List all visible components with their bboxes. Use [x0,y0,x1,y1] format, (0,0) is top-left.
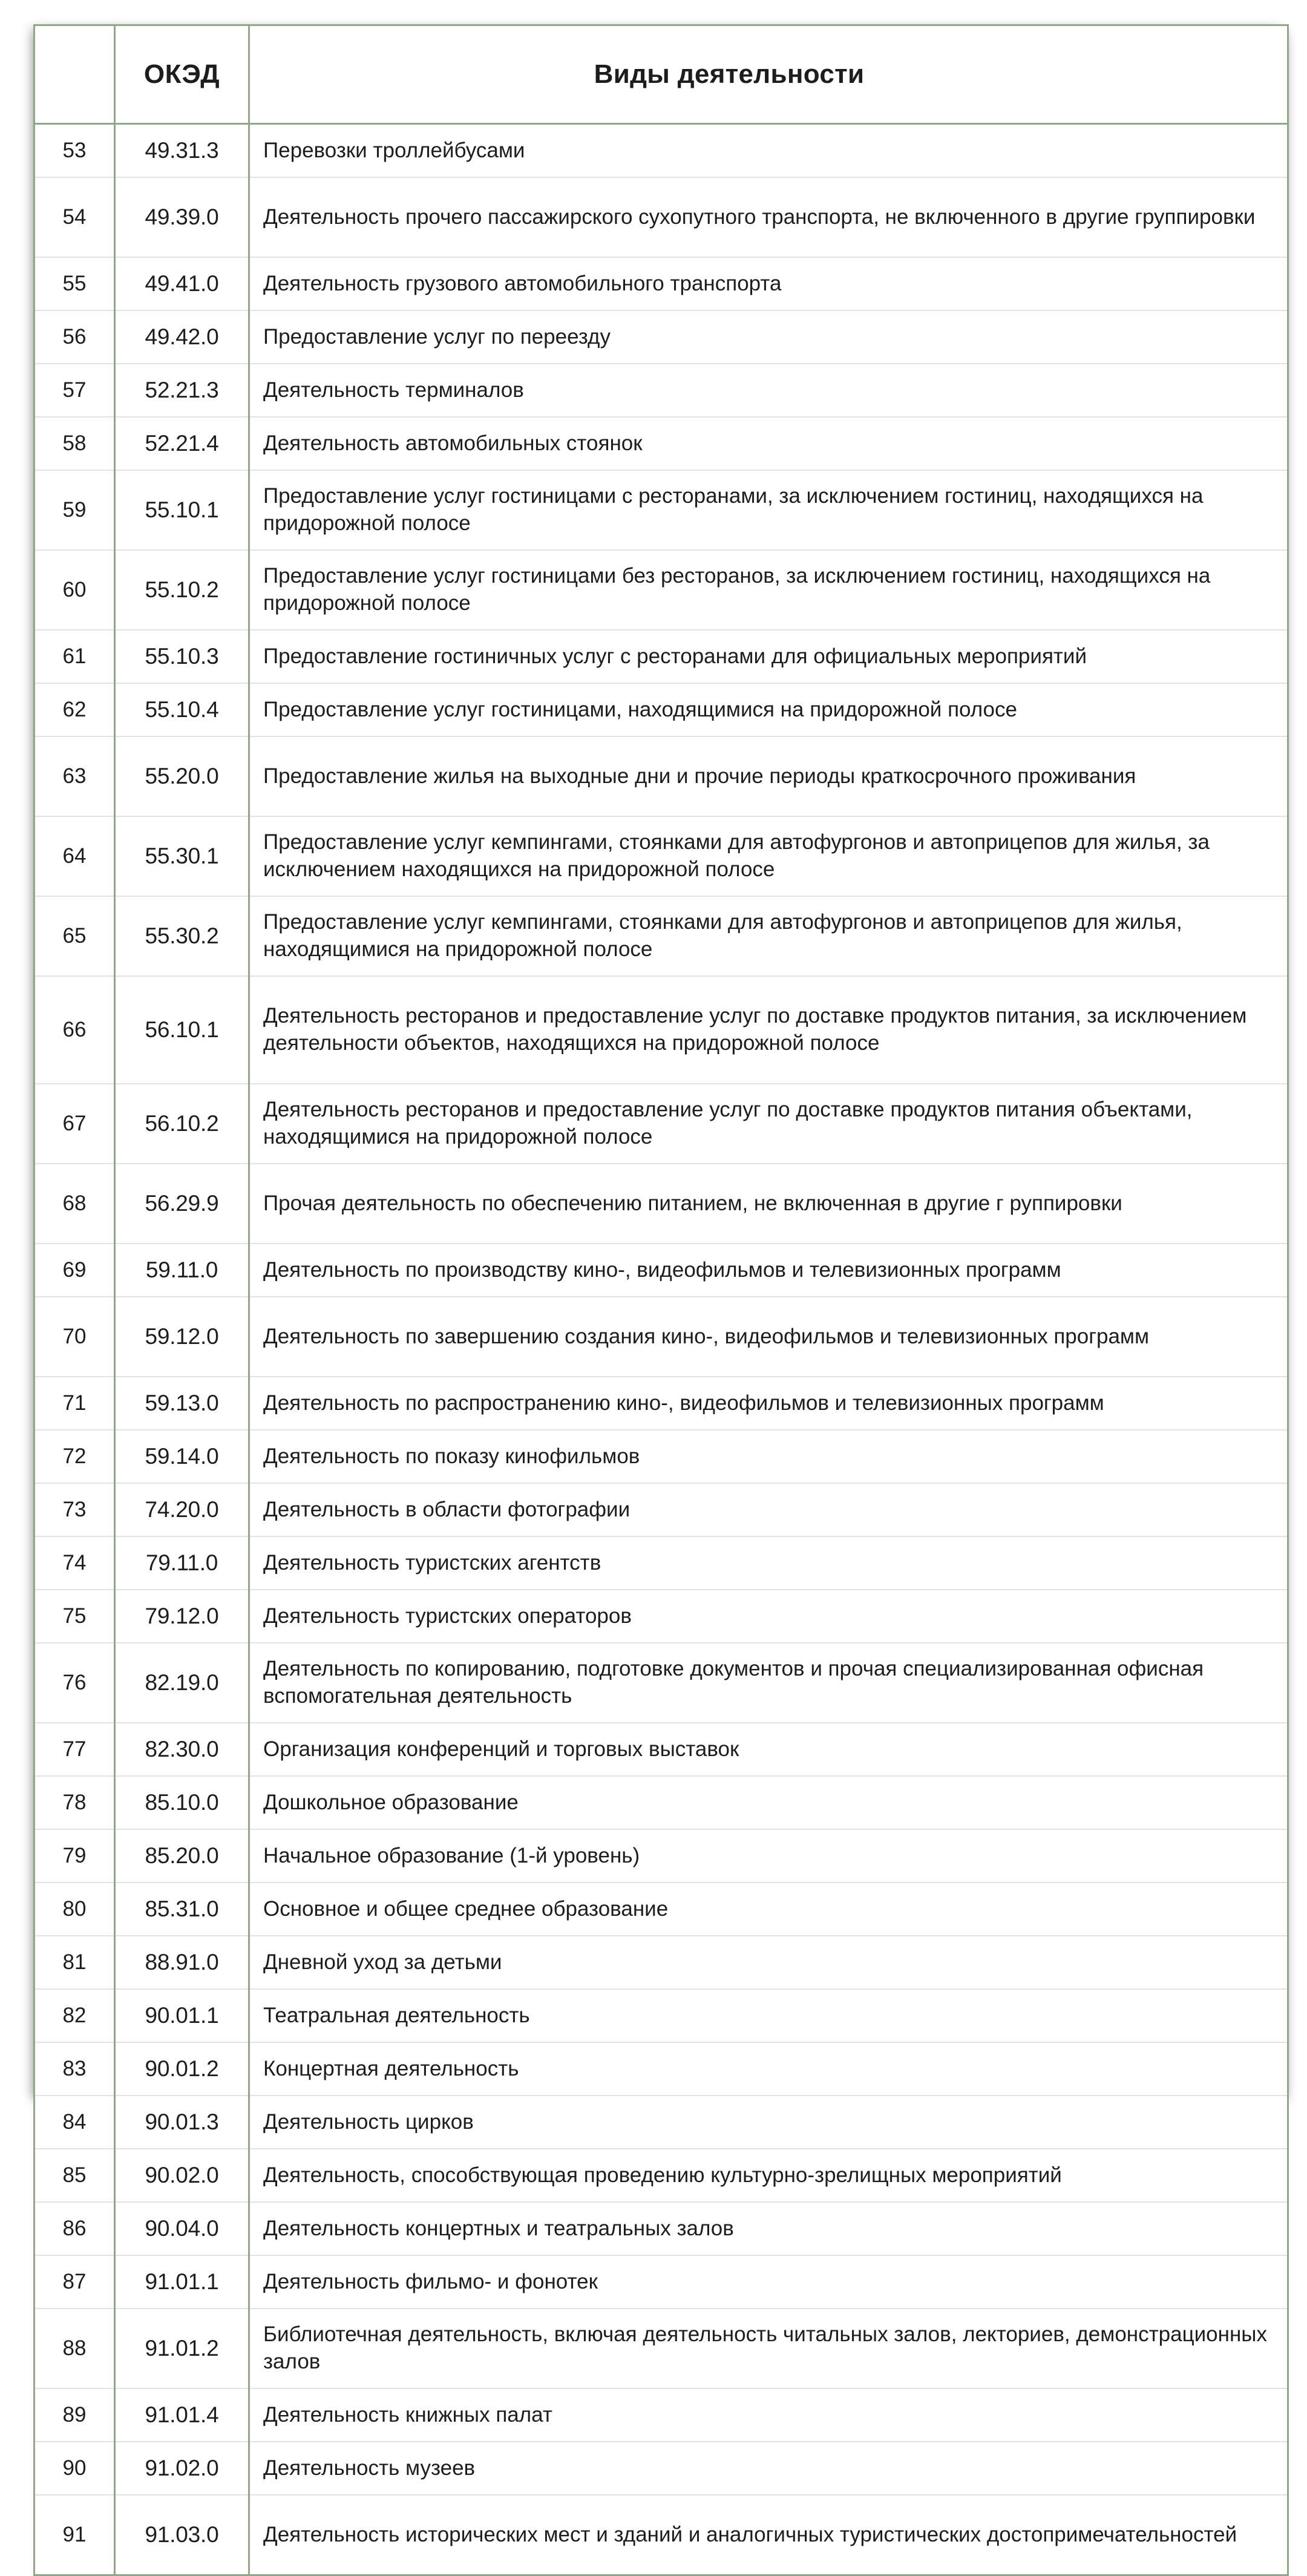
table-row [34,1643,1288,1723]
activity-description-cell [249,550,1288,630]
row-index-cell: 55 [34,257,115,310]
table-row [34,310,1288,364]
activity-description-cell [249,2442,1288,2495]
table-row [34,976,1288,1084]
row-index-cell: 72 [34,1430,115,1483]
activity-description-cell [249,1936,1288,1989]
activity-description-cell [249,1297,1288,1377]
row-index-cell: 90 [34,2442,115,2495]
activity-description-text: Предоставление услуг гостиницами без ресторанов, за исключением гостиниц, находящихся на придорожной полосе [263,564,1211,615]
okved-code-cell: 55.10.1 [115,470,249,550]
row-index-cell: 59 [34,470,115,550]
row-index-cell: 67 [34,1084,115,1164]
header-activity-description: Виды деятельности [249,25,1288,124]
row-index-cell: 61 [34,630,115,683]
activity-description-cell [249,2149,1288,2202]
row-index-cell: 68 [34,1164,115,1244]
table-row [34,736,1288,816]
okved-code-cell: 59.12.0 [115,1297,249,1377]
row-index-cell: 66 [34,976,115,1084]
table-row [34,2042,1288,2096]
activity-description-cell [249,2309,1288,2388]
table-row [34,2096,1288,2149]
activity-description-text: Деятельность исторических мест и зданий и аналогичных туристических достопримечательностей [263,2522,1237,2546]
table-row [34,2202,1288,2255]
activity-description-text: Деятельность в области фотографии [263,1497,631,1521]
activity-description-cell [249,470,1288,550]
table-row [34,2255,1288,2309]
table-row [34,1377,1288,1430]
activity-description-cell [249,2495,1288,2575]
table-row [34,1164,1288,1244]
activity-description-text: Прочая деятельность по обеспечению питанием, не включенная в другие г руппировки [263,1191,1122,1215]
activity-description-text: Деятельность, способствующая проведению культурно-зрелищных мероприятий [263,2163,1062,2187]
okved-code-cell: 56.10.1 [115,976,249,1084]
table-row [34,550,1288,630]
activity-description-text: Предоставление услуг по переезду [263,324,611,349]
table-row [34,1883,1288,1936]
table-row [34,1430,1288,1483]
okved-code-cell: 85.31.0 [115,1883,249,1936]
okved-code-cell: 91.02.0 [115,2442,249,2495]
activity-description-cell [249,2255,1288,2309]
activity-description-cell [249,177,1288,257]
table-row [34,1989,1288,2042]
table-row [34,1084,1288,1164]
activity-description-cell [249,896,1288,976]
row-index-cell: 88 [34,2309,115,2388]
okved-code-cell: 55.20.0 [115,736,249,816]
table-row [34,1297,1288,1377]
row-index-cell: 58 [34,417,115,470]
activity-description-cell [249,310,1288,364]
activity-description-cell [249,736,1288,816]
activity-description-text: Дневной уход за детьми [263,1950,502,1974]
activity-description-cell [249,1430,1288,1483]
row-index-cell: 76 [34,1643,115,1723]
activity-description-text: Дошкольное образование [263,1790,519,1814]
row-index-cell: 71 [34,1377,115,1430]
activity-description-cell [249,1883,1288,1936]
activity-description-text: Деятельность музеев [263,2456,476,2480]
activity-description-cell [249,1536,1288,1590]
activity-description-text: Предоставление жилья на выходные дни и прочие периоды краткосрочного проживания [263,764,1136,788]
row-index-cell: 87 [34,2255,115,2309]
row-index-cell: 80 [34,1883,115,1936]
row-index-cell: 73 [34,1483,115,1536]
activity-description-cell [249,1483,1288,1536]
row-index-cell: 77 [34,1723,115,1776]
okved-code-cell: 90.04.0 [115,2202,249,2255]
row-index-cell: 53 [34,124,115,178]
table-row [34,1536,1288,1590]
activity-description-text: Деятельность концертных и театральных залов [263,2216,734,2240]
activity-description-cell [249,1989,1288,2042]
activity-description-cell [249,257,1288,310]
header-index [34,25,115,124]
okved-code-cell: 55.30.2 [115,896,249,976]
header-row [34,25,1288,124]
activity-description-text: Театральная деятельность [263,2003,530,2027]
row-index-cell: 86 [34,2202,115,2255]
okved-code-cell: 55.10.2 [115,550,249,630]
activity-description-text: Деятельность прочего пассажирского сухопутного транспорта, не включенного в другие группировки [263,205,1256,229]
row-index-cell: 54 [34,177,115,257]
table-row [34,1723,1288,1776]
activity-description-cell [249,364,1288,417]
okved-code-cell: 91.03.0 [115,2495,249,2575]
table-row [34,1244,1288,1297]
activity-description-text: Перевозки троллейбусами [263,138,525,162]
table-row [34,2388,1288,2442]
activity-description-cell [249,683,1288,736]
table-row [34,1483,1288,1536]
table-header [34,25,1288,124]
table-row [34,2495,1288,2575]
okved-code-cell: 79.11.0 [115,1536,249,1590]
activity-description-cell [249,1829,1288,1883]
activity-description-text: Деятельность цирков [263,2109,474,2134]
row-index-cell: 75 [34,1590,115,1643]
header-okved-code: ОКЭД [115,25,249,124]
row-index-cell: 56 [34,310,115,364]
activity-description-cell [249,630,1288,683]
table-row [34,2149,1288,2202]
table-row [34,177,1288,257]
okved-code-cell: 91.01.2 [115,2309,249,2388]
row-index-cell: 57 [34,364,115,417]
activity-description-text: Деятельность туристских операторов [263,1604,632,1628]
table-row [34,683,1288,736]
table-row [34,417,1288,470]
activity-description-cell [249,1776,1288,1829]
activity-description-text: Деятельность туристских агентств [263,1550,601,1575]
activity-description-text: Основное и общее среднее образование [263,1896,669,1921]
activity-description-text: Начальное образование (1-й уровень) [263,1843,640,1867]
okved-code-cell: 90.02.0 [115,2149,249,2202]
activity-description-cell [249,976,1288,1084]
okved-code-cell: 52.21.4 [115,417,249,470]
okved-code-cell: 55.10.3 [115,630,249,683]
activity-description-text: Деятельность по производству кино-, видеофильмов и телевизионных программ [263,1257,1061,1282]
activity-description-cell [249,1244,1288,1297]
activity-description-text: Деятельность ресторанов и предоставление услуг по доставке продуктов питания объектами, находящимися на придорожной полосе [263,1098,1193,1149]
activity-description-text: Концертная деятельность [263,2056,519,2080]
table-row [34,1829,1288,1883]
activity-description-text: Предоставление услуг кемпингами, стоянками для автофургонов и автоприцепов для жилья, за исключением находящихся на придорожной полосе [263,830,1210,881]
okved-code-cell: 91.01.4 [115,2388,249,2442]
row-index-cell: 83 [34,2042,115,2096]
activity-description-cell [249,1377,1288,1430]
row-index-cell: 81 [34,1936,115,1989]
row-index-cell: 63 [34,736,115,816]
row-index-cell: 91 [34,2495,115,2575]
okved-code-cell: 59.13.0 [115,1377,249,1430]
table-row [34,1776,1288,1829]
okved-code-cell: 49.39.0 [115,177,249,257]
activity-description-cell [249,2042,1288,2096]
activity-description-cell [249,2096,1288,2149]
activity-description-text: Деятельность по копированию, подготовке документов и прочая специализированная офисная вспомогательная деятельность [263,1657,1204,1708]
table-row [34,630,1288,683]
okved-code-cell: 90.01.1 [115,1989,249,2042]
activity-description-text: Деятельность терминалов [263,378,524,402]
okved-code-cell: 56.29.9 [115,1164,249,1244]
row-index-cell: 74 [34,1536,115,1590]
okved-code-cell: 49.31.3 [115,124,249,178]
okved-code-cell: 82.30.0 [115,1723,249,1776]
row-index-cell: 89 [34,2388,115,2442]
activity-description-cell [249,417,1288,470]
table-row [34,816,1288,896]
activity-description-text: Деятельность книжных палат [263,2402,552,2427]
activity-description-cell [249,1164,1288,1244]
okved-code-cell: 85.20.0 [115,1829,249,1883]
row-index-cell: 62 [34,683,115,736]
activity-description-text: Предоставление услуг гостиницами, находящимися на придорожной полосе [263,697,1017,721]
okved-code-cell: 88.91.0 [115,1936,249,1989]
activity-description-text: Деятельность по завершению создания кино-, видеофильмов и телевизионных программ [263,1324,1150,1348]
activity-description-cell [249,1084,1288,1164]
okved-activities-table [33,24,1289,2576]
row-index-cell: 84 [34,2096,115,2149]
activity-description-text: Деятельность фильмо- и фонотек [263,2269,598,2293]
activity-description-text: Деятельность по показу кинофильмов [263,1444,640,1468]
table-row [34,896,1288,976]
okved-code-cell: 52.21.3 [115,364,249,417]
activity-description-text: Деятельность автомобильных стоянок [263,431,643,455]
activity-description-text: Деятельность грузового автомобильного транспорта [263,271,782,295]
okved-code-cell: 55.10.4 [115,683,249,736]
okved-code-cell: 90.01.3 [115,2096,249,2149]
row-index-cell: 82 [34,1989,115,2042]
okved-code-cell: 85.10.0 [115,1776,249,1829]
okved-code-cell: 59.14.0 [115,1430,249,1483]
activity-description-cell [249,2388,1288,2442]
row-index-cell: 78 [34,1776,115,1829]
okved-code-cell: 91.01.1 [115,2255,249,2309]
table-row [34,1936,1288,1989]
okved-code-cell: 79.12.0 [115,1590,249,1643]
table-row [34,2442,1288,2495]
row-index-cell: 60 [34,550,115,630]
activity-description-cell [249,1643,1288,1723]
activity-description-text: Деятельность по распространению кино-, видеофильмов и телевизионных программ [263,1391,1104,1415]
activity-description-cell [249,816,1288,896]
okved-code-cell: 90.01.2 [115,2042,249,2096]
okved-code-cell: 49.41.0 [115,257,249,310]
table-body [34,124,1288,2575]
table-row [34,1590,1288,1643]
row-index-cell: 64 [34,816,115,896]
okved-code-cell: 82.19.0 [115,1643,249,1723]
row-index-cell: 65 [34,896,115,976]
okved-code-cell: 56.10.2 [115,1084,249,1164]
row-index-cell: 69 [34,1244,115,1297]
okved-code-cell: 74.20.0 [115,1483,249,1536]
activity-description-text: Организация конференций и торговых выставок [263,1737,739,1761]
row-index-cell: 85 [34,2149,115,2202]
table-row [34,470,1288,550]
activity-description-cell [249,1590,1288,1643]
table-row [34,257,1288,310]
activity-description-cell [249,124,1288,178]
activity-description-text: Предоставление гостиничных услуг с ресторанами для официальных мероприятий [263,644,1087,668]
activity-description-cell [249,1723,1288,1776]
okved-code-cell: 55.30.1 [115,816,249,896]
activity-description-cell [249,2202,1288,2255]
row-index-cell: 70 [34,1297,115,1377]
activity-description-text: Деятельность ресторанов и предоставление услуг по доставке продуктов питания, за исключением деятельности объектов, находящихся на придорожной полосе [263,1004,1247,1055]
activity-description-text: Предоставление услуг кемпингами, стоянками для автофургонов и автоприцепов для жилья, находящимися на придорожной полосе [263,910,1182,961]
table-row [34,2309,1288,2388]
activity-description-text: Предоставление услуг гостиницами с ресторанами, за исключением гостиниц, находящихся на придорожной полосе [263,484,1204,535]
okved-code-cell: 49.42.0 [115,310,249,364]
table-row [34,124,1288,178]
activity-description-text: Библиотечная деятельность, включая деятельность читальных залов, лекториев, демонстрационных залов [263,2322,1267,2373]
row-index-cell: 79 [34,1829,115,1883]
okved-code-cell: 59.11.0 [115,1244,249,1297]
table-row [34,364,1288,417]
